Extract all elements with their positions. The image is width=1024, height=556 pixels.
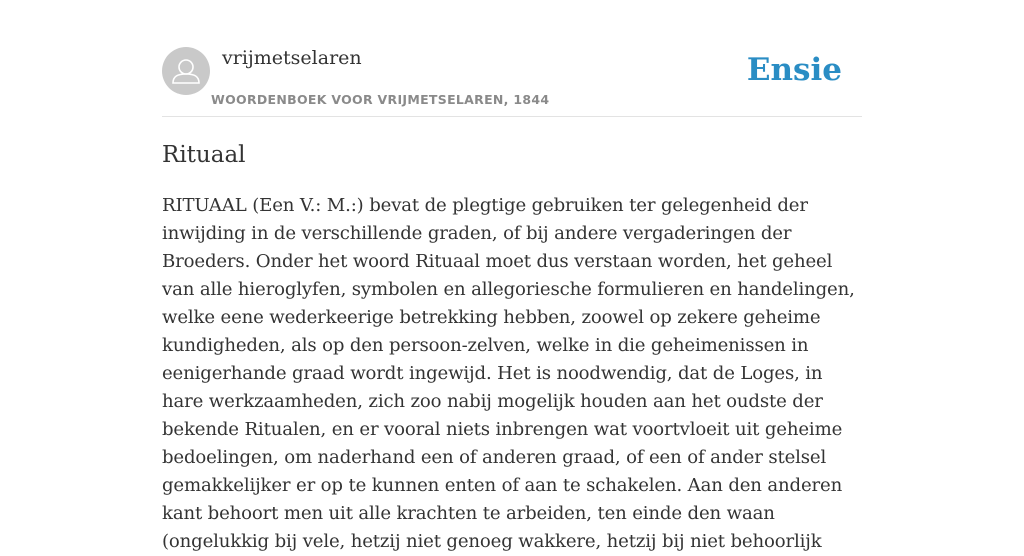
article-body: RITUAAL (Een V.: M.:) bevat de plegtige gebruiken ter gelegenheid der inwijding in de verschillende graden, of bij andere vergaderingen der Broeders. Onder het woord Rituaal moet dus verstaan worden, het geheel van alle hieroglyfen, symbolen en allegoriesche formulieren en handelingen, welke eene wederkeerige betrekking hebben, zoowel op zekere geheime kundigheden, als op den persoon-zelven, welke in die geheimenissen in eenigerhande graad wordt ingewijd. Het is noodwendig, dat de Loges, in hare werkzaamheden, zich zoo nabij mogelijk houden aan het oudste der bekende Ritualen, en er vooral niets inbrengen wat voortvloeit uit geheime bedoelingen, om naderhand een of anderen graad, of een of ander stelsel gemakkelijker er op te kunnen enten of aan te schakelen. Aan den anderen kant behoort men uit alle krachten te arbeiden, ten einde den waan (ongelukkig bij vele, hetzij niet genoeg wakkere, hetzij bij niet behoorlijk [162,195,855,552]
author-avatar[interactable] [162,47,210,95]
brand-logo[interactable]: Ensie [746,52,842,88]
author-name[interactable]: vrijmetselaren [222,47,362,69]
article-title: Rituaal [162,142,246,168]
article-header [162,0,862,117]
user-icon [162,47,210,95]
source-title[interactable]: WOORDENBOEK VOOR VRIJMETSELAREN, 1844 [211,92,550,107]
